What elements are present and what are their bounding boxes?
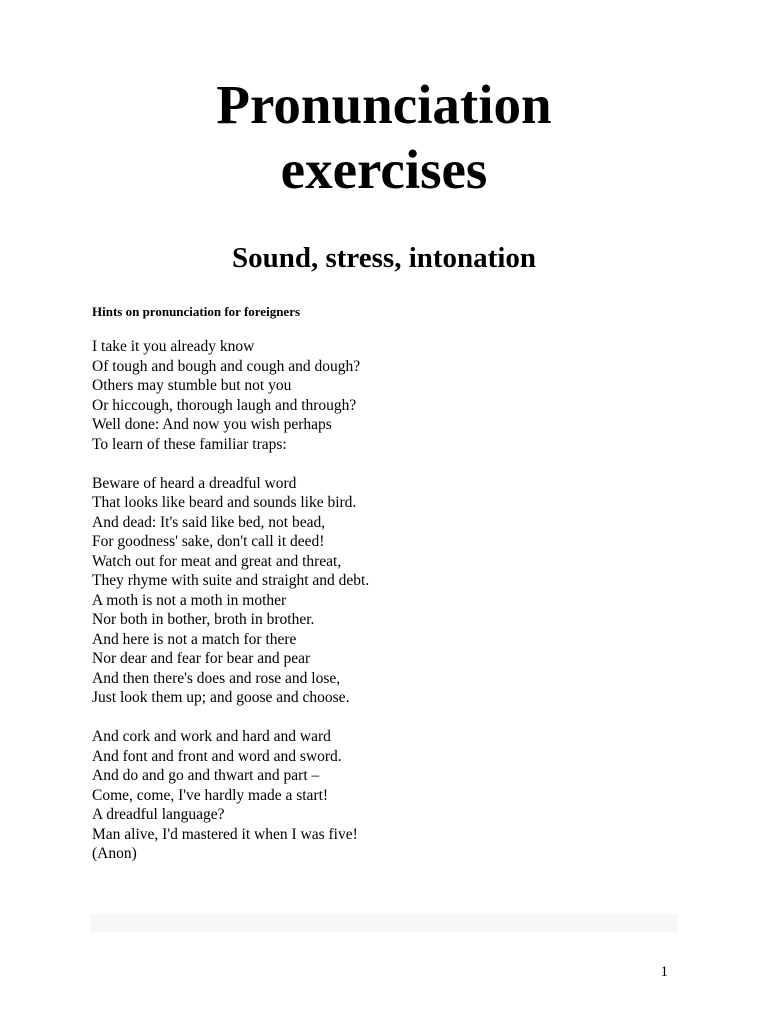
poem-line: And cork and work and hard and ward	[92, 728, 331, 745]
poem-heading: Hints on pronunciation for foreigners	[92, 304, 301, 319]
poem-line: Well done: And now you wish perhaps	[92, 416, 332, 433]
poem-line: Watch out for meat and great and threat,	[92, 552, 342, 570]
poem-line: And here is not a match for there	[92, 630, 297, 648]
page-number: 1	[660, 964, 668, 980]
poem-line: Beware of heard a dreadful word	[92, 474, 297, 492]
poem-line: And font and front and word and sword.	[92, 747, 342, 765]
poem-line: A moth is not a moth in mother	[92, 591, 287, 609]
poem-line: They rhyme with suite and straight and debt.	[92, 572, 370, 589]
poem-line: Of tough and bough and cough and dough?	[92, 357, 361, 375]
poem-line: Or hiccough, thorough laugh and through?	[92, 396, 357, 414]
poem-line: A dreadful language?	[92, 806, 225, 823]
stanza-1	[92, 337, 692, 454]
poem-line: Nor dear and fear for bear and pear	[92, 650, 311, 667]
poem-line: That looks like beard and sounds like bird.	[92, 494, 357, 511]
poem-line: Others may stumble but not you	[92, 377, 292, 394]
stanza-3	[92, 727, 692, 864]
poem-line: Come, come, I've hardly made a start!	[92, 786, 329, 804]
poem-line: And then there's does and rose and lose,	[92, 669, 341, 687]
stanza-2	[92, 474, 692, 708]
poem-line: And dead: It's said like bed, not bead,	[92, 513, 326, 531]
page-title	[0, 72, 768, 202]
poem-line: For goodness' sake, don't call it deed!	[92, 533, 325, 550]
poem-line: Nor both in bother, broth in brother.	[92, 611, 315, 628]
poem-body	[92, 337, 692, 883]
title-line: exercises	[280, 139, 488, 200]
poem-line: Just look them up; and goose and choose.	[92, 689, 350, 706]
title-line: Pronunciation	[216, 74, 552, 135]
poem-attribution: (Anon)	[92, 845, 137, 862]
poem-line: Man alive, I'd mastered it when I was five!	[92, 825, 358, 843]
poem-line: And do and go and thwart and part –	[92, 767, 320, 784]
shaded-band	[90, 914, 678, 932]
poem-line: To learn of these familiar traps:	[92, 435, 287, 453]
poem-line: I take it you already know	[92, 338, 255, 355]
page-subtitle: Sound, stress, intonation	[231, 242, 537, 274]
